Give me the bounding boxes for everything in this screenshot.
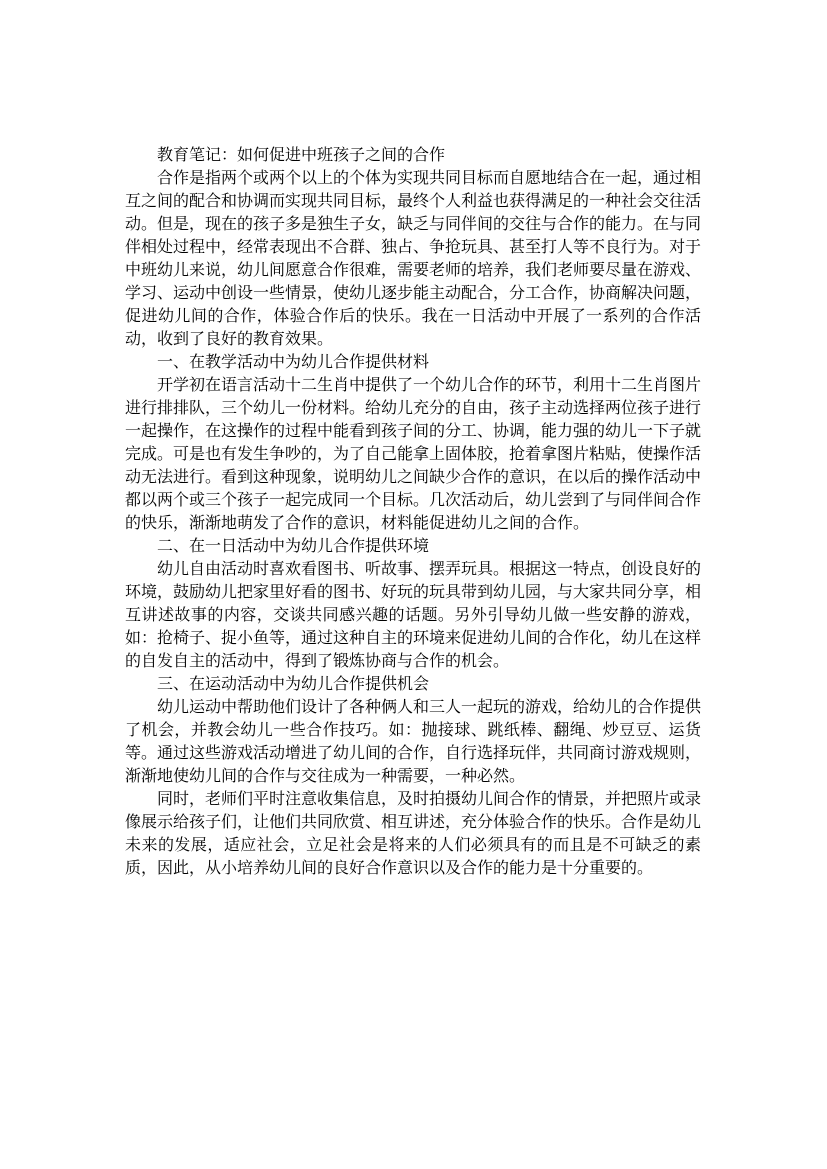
document-page xyxy=(125,143,701,879)
section-1-heading: 一、在教学活动中为幼儿合作提供材料 xyxy=(157,352,430,371)
document-title: 教育笔记：如何促进中班孩子之间的合作 xyxy=(157,145,446,164)
section-3-heading: 三、在运动活动中为幼儿合作提供机会 xyxy=(157,674,430,693)
section-3-paragraph-1: 幼儿运动中帮助他们设计了各种俩人和三人一起玩的游戏，给幼儿的合作提供了机会，并教会幼儿一些合作技巧。如：抛接球、跳纸棒、翻绳、炒豆豆、运货等。通过这些游戏活动增进了幼儿间的合作，自行选择玩伴，共同商讨游戏规则，渐渐地使幼儿间的合作与交往成为一种需要，一种必然。 xyxy=(125,697,702,785)
section-3-paragraph-2: 同时，老师们平时注意收集信息，及时拍摄幼儿间合作的情景，并把照片或录像展示给孩子们，让他们共同欣赏、相互讲述，充分体验合作的快乐。合作是幼儿未来的发展，适应社会，立足社会是将来的人们必须具有的而且是不可缺乏的素质，因此，从小培养幼儿间的良好合作意识以及合作的能力是十分重要的。 xyxy=(125,789,702,877)
section-2-paragraph-1: 幼儿自由活动时喜欢看图书、听故事、摆弄玩具。根据这一特点，创设良好的环境，鼓励幼儿把家里好看的图书、好玩的玩具带到幼儿园，与大家共同分享，相互讲述故事的内容，交谈共同感兴趣的话题。另外引导幼儿做一些安静的游戏，如：抢椅子、捉小鱼等，通过这种自主的环境来促进幼儿间的合作化，幼儿在这样的自发自主的活动中，得到了锻炼协商与合作的机会。 xyxy=(125,559,702,670)
section-2-heading: 二、在一日活动中为幼儿合作提供环境 xyxy=(157,536,430,555)
intro-paragraph: 合作是指两个或两个以上的个体为实现共同目标而自愿地结合在一起，通过相互之间的配合和协调而实现共同目标，最终个人利益也获得满足的一种社会交往活动。但是，现在的孩子多是独生子女，缺乏与同伴间的交往与合作的能力。在与同伴相处过程中，经常表现出不合群、独占、争抢玩具、甚至打人等不良行为。对于中班幼儿来说，幼儿间愿意合作很难，需要老师的培养，我们老师要尽量在游戏、学习、运动中创设一些情景，使幼儿逐步能主动配合，分工合作，协商解决问题，促进幼儿间的合作，体验合作后的快乐。我在一日活动中开展了一系列的合作活动，收到了良好的教育效果。 xyxy=(125,168,702,348)
section-1-paragraph-1: 开学初在语言活动十二生肖中提供了一个幼儿合作的环节，利用十二生肖图片进行排排队，三个幼儿一份材料。给幼儿充分的自由，孩子主动选择两位孩子进行一起操作，在这操作的过程中能看到孩子间的分工、协调，能力强的幼儿一下子就完成。可是也有发生争吵的，为了自己能拿上固体胶，抢着拿图片粘贴，使操作活动无法进行。看到这种现象，说明幼儿之间缺少合作的意识，在以后的操作活动中都以两个或三个孩子一起完成同一个目标。几次活动后，幼儿尝到了与同伴间合作的快乐，渐渐地萌发了合作的意识，材料能促进幼儿之间的合作。 xyxy=(125,375,702,532)
